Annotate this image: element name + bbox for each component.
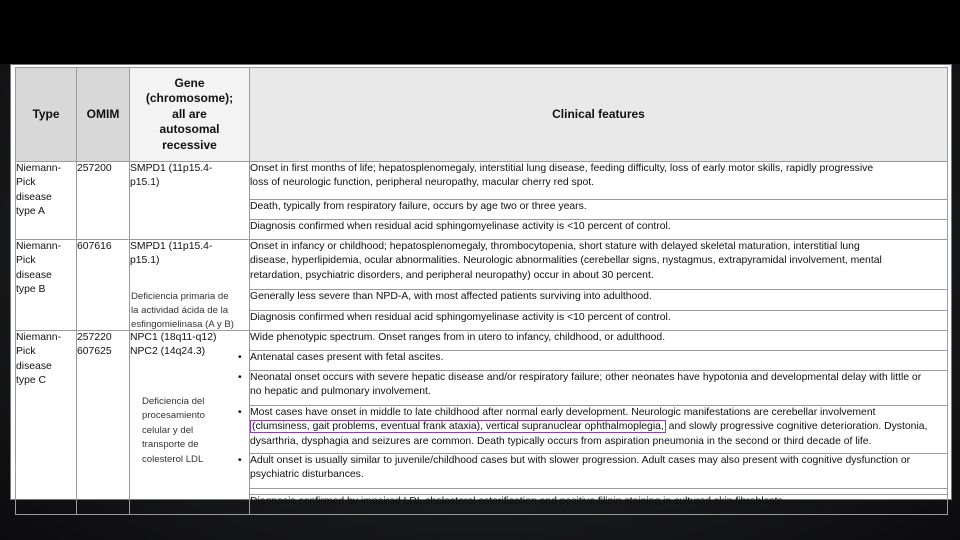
overlay-line: colesterol LDL xyxy=(142,453,204,465)
overlay-line: celular y del xyxy=(142,424,194,436)
feature-line: retardation, psychiatric disorders, and peripheral neuropathy) occur in about 30 percent. xyxy=(250,269,654,281)
features-b-onset xyxy=(250,240,948,290)
type-b-line: type B xyxy=(16,284,46,296)
header-type: Type xyxy=(16,68,77,162)
feature-line: Onset in first months of life; hepatosplenomegaly, interstitial lung disease, feeding difficulty, loss of early motor skills, rapidly progressive xyxy=(250,163,874,174)
omim-a-cell: 257200 xyxy=(77,162,130,240)
gene-c-line: NPC2 (14q24.3) xyxy=(130,346,206,358)
row-b-main xyxy=(16,240,948,290)
clinical-table-image xyxy=(10,64,952,507)
bullet-icon: • xyxy=(238,372,242,383)
overlay-line: Deficiencia primaria de xyxy=(131,291,229,302)
slide-top-band xyxy=(0,0,960,64)
feature-line: and slowly progressive cognitive deterioration. Dystonia, xyxy=(665,421,928,433)
overlay-line: esfingomielinasa (A y B) xyxy=(131,319,234,331)
features-c-diagnosis: Diagnosis confirmed by impaired LDL cholesterol esterification and positive filipin staining in cultured skin fibroblasts. xyxy=(250,495,948,515)
gene-a-line: p15.1) xyxy=(130,177,160,189)
type-a-line: disease xyxy=(16,191,52,203)
header-omim: OMIM xyxy=(77,68,130,162)
niemann-pick-table xyxy=(15,67,948,515)
features-c-intro: Wide phenotypic spectrum. Onset ranges from in utero to infancy, childhood, or adulthood. xyxy=(250,331,948,351)
gene-c-cell xyxy=(130,331,250,515)
overlay-line: procesamiento xyxy=(142,410,205,422)
features-a-death: Death, typically from respiratory failure, occurs by age two or three years. xyxy=(250,200,948,220)
gene-b-line: p15.1) xyxy=(130,255,160,267)
type-b-line: Niemann- xyxy=(16,241,62,252)
feature-line: loss of neurologic function, peripheral neuropathy, macular cherry red spot. xyxy=(250,177,595,189)
feature-line: Neonatal onset occurs with severe hepatic disease and/or respiratory failure; other neonates have hypotonia and developmental delay with little or xyxy=(250,372,922,383)
features-a-onset xyxy=(250,162,948,200)
header-gene-line: all are xyxy=(172,106,207,121)
bullet-icon: • xyxy=(238,407,242,418)
row-a-main xyxy=(16,162,948,200)
gene-a-line: SMPD1 (11p15.4- xyxy=(130,163,213,174)
features-a-diagnosis: Diagnosis confirmed when residual acid sphingomyelinase activity is <10 percent of control. xyxy=(250,220,948,240)
features-c-childhood xyxy=(238,406,948,454)
type-a-cell xyxy=(16,162,77,240)
type-c-line: type C xyxy=(16,375,47,387)
type-b-line: disease xyxy=(16,269,52,281)
feature-line: dysarthria, dysphagia and seizures are common. Death typically occurs from aspiration pneumonia in the second or third decade of life. xyxy=(250,435,872,447)
type-b-line: Pick xyxy=(16,255,36,267)
header-gene-line: (chromosome); xyxy=(145,91,234,106)
features-c-neonatal xyxy=(238,371,948,406)
header-gene xyxy=(130,68,250,162)
gene-c-line: NPC1 (18q11-q12) xyxy=(130,332,217,343)
type-c-cell xyxy=(16,331,77,515)
features-c-adult xyxy=(238,454,948,489)
feature-line: no hepatic and pulmonary involvement. xyxy=(250,386,431,398)
features-b-severity: Generally less severe than NPD-A, with most affected patients surviving into adulthood. xyxy=(250,290,948,311)
feature-line: Adult onset is usually similar to juvenile/childhood cases but with slower progression. Adult cases may also present with cognitive dysfunction or xyxy=(250,455,911,466)
feature-line: Antenatal cases present with fetal ascites. xyxy=(250,352,444,363)
header-gene-line: autosomal xyxy=(159,122,220,137)
omim-b-cell: 607616 xyxy=(77,240,130,331)
type-a-line: Pick xyxy=(16,177,36,189)
overlay-note-ab xyxy=(131,290,247,333)
feature-line: psychiatric disturbances. xyxy=(250,469,364,481)
gene-b-line: SMPD1 (11p15.4- xyxy=(130,241,213,252)
overlay-line: la actividad ácida de la xyxy=(131,305,229,317)
type-c-line: Pick xyxy=(16,346,36,358)
type-c-line: Niemann- xyxy=(16,332,62,343)
feature-line: Most cases have onset in middle to late childhood after normal early development. Neurologic manifestations are cerebellar involvement xyxy=(250,407,876,418)
feature-line: Onset in infancy or childhood; hepatosplenomegaly, thrombocytopenia, short stature with delayed skeletal maturation, interstitial lung xyxy=(250,241,860,252)
overlay-line: transporte de xyxy=(142,439,199,451)
type-a-line: type A xyxy=(16,206,45,218)
features-b-diagnosis: Diagnosis confirmed when residual acid sphingomyelinase activity is <10 percent of control. xyxy=(250,311,948,331)
bullet-icon: • xyxy=(238,352,242,363)
type-a-line: Niemann- xyxy=(16,163,62,174)
bullet-icon: • xyxy=(238,455,242,466)
omim-c-line: 257220 xyxy=(77,332,112,343)
header-gene-line: Gene xyxy=(174,75,205,90)
header-row xyxy=(16,68,948,162)
type-b-cell xyxy=(16,240,77,331)
gene-b-cell xyxy=(130,240,250,331)
header-gene-line: recessive xyxy=(162,137,217,152)
type-c-line: disease xyxy=(16,360,52,372)
overlay-line: Deficiencia del xyxy=(142,396,205,407)
gene-a-cell xyxy=(130,162,250,240)
features-c-antenatal xyxy=(238,351,948,371)
overlay-note-c xyxy=(142,395,242,467)
row-c-intro xyxy=(16,331,948,351)
omim-c-cell xyxy=(77,331,130,515)
header-clinical: Clinical features xyxy=(250,68,948,162)
feature-line: disease, hyperlipidemia, ocular abnormalities. Neurologic abnormalities (cerebellar signs, nystagmus, extrapyramidal involvement, mental xyxy=(250,255,882,267)
highlight-box: (clumsiness, gait problems, eventual frank ataxia), vertical supranuclear ophthalmoplegia, xyxy=(252,421,664,433)
omim-c-line: 607625 xyxy=(77,346,112,358)
